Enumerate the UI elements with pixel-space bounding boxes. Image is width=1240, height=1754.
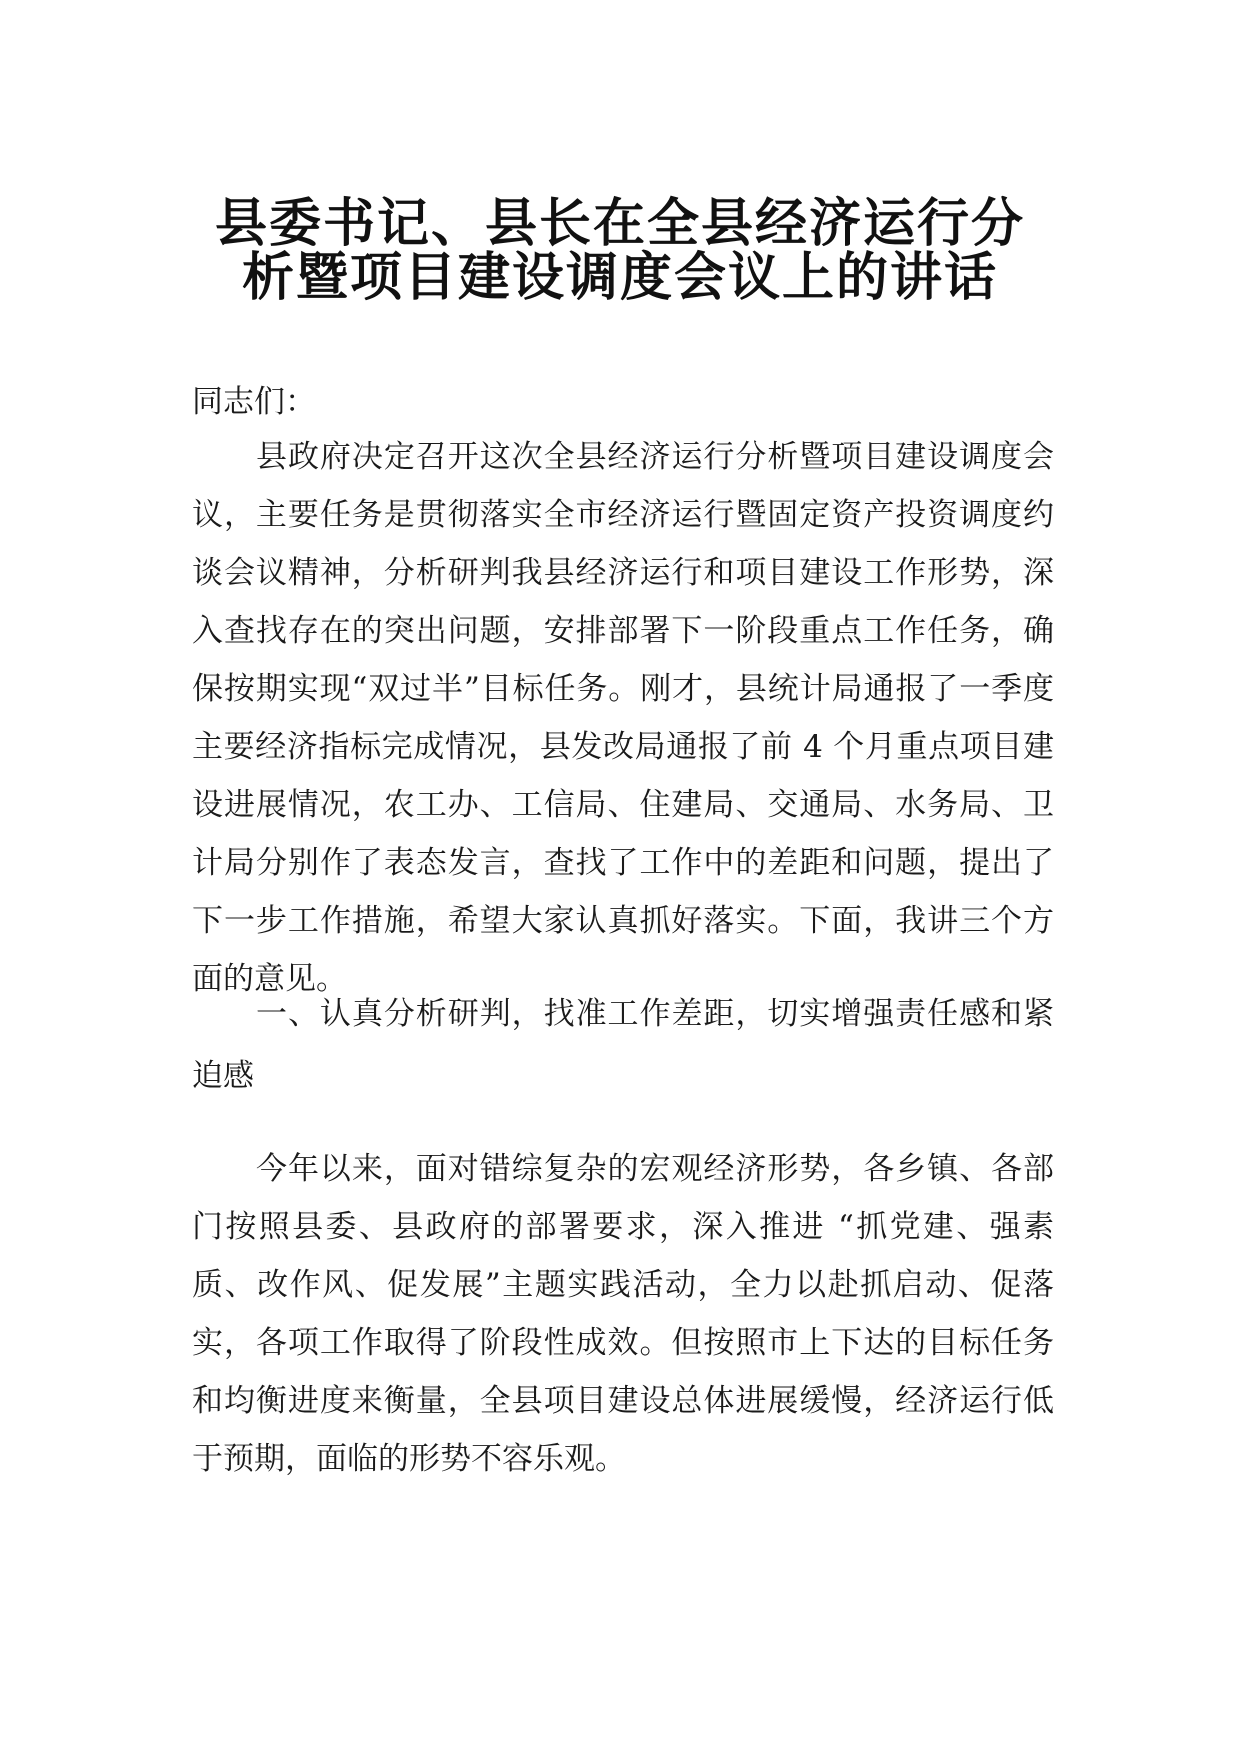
section-heading-1: 一、认真分析研判，找准工作差距，切实增强责任感和紧迫感 — [192, 996, 1054, 1094]
salutation: 同志们： — [192, 384, 316, 420]
paragraph-intro: 县政府决定召开这次全县经济运行分析暨项目建设调度会议，主要任务是贯彻落实全市经济运行暨固定资产投资调度约谈会议精神，分析研判我县经济运行和项目建设工作形势，深入查找存在的突出问题，安排部署下一阶段重点工作任务，确保按期实现“双过半”目标任务。刚才，县统计局通报了一季度主要经济指标完成情况，县发改局通报了前 4 个月重点项目建设进展情况，农工办、工信局、住建局、交通局、水务局、卫计局分别作了表态发言，查找了工作中的差距和问题，提出了下一步工作措施，希望大家认真抓好落实。下面，我讲三个方面的意见。 — [192, 439, 1054, 997]
document-title-line-1: 县委书记、县长在全县经济运行分 — [214, 194, 1025, 254]
paragraph-section-1: 今年以来，面对错综复杂的宏观经济形势，各乡镇、各部门按照县委、县政府的部署要求，深入推进 “抓党建、强素质、改作风、促发展”主题实践活动，全力以赴抓启动、促落实，各项工作取得了阶段性成效。但按照市上下达的目标任务和均衡进度来衡量，全县项目建设总体进展缓慢，经济运行低于预期，面临的形势不容乐观。 — [192, 1151, 1054, 1477]
document-title-line-2: 析暨项目建设调度会议上的讲话 — [241, 248, 998, 308]
